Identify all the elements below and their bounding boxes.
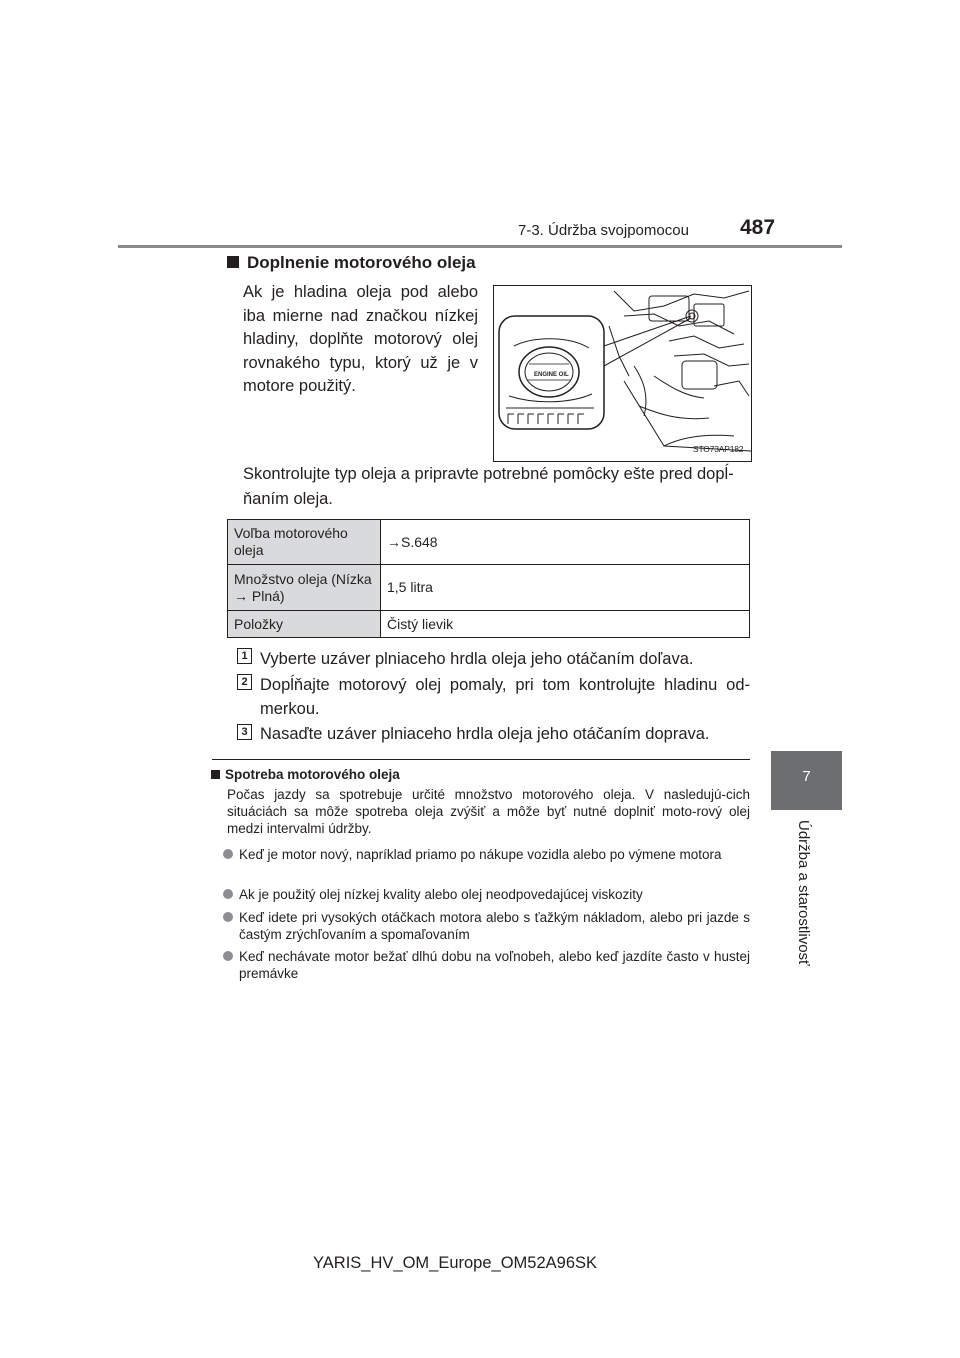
list-item-text: Keď nechávate motor bežať dlhú dobu na voľnobeh, alebo keď jazdíte často v hustej premávke — [239, 949, 750, 981]
consumption-paragraph: Počas jazdy sa spotrebuje určité množstvo motorového oleja. V nasledujú-cich situáciách sa môže spotreba oleja zvýšiť a môže byť nutné doplniť moto-rový olej medzi intervalmi údržby. — [227, 787, 750, 836]
square-bullet-icon — [211, 770, 220, 779]
bullet-dot-icon — [223, 951, 233, 961]
list-item-text: Ak je použitý olej nízkej kvality alebo olej neodpovedajúcej viskozity — [239, 887, 643, 902]
table-key: Množstvo oleja (Nízka → Plná) — [228, 565, 381, 611]
list-item-text: Keď je motor nový, napríklad priamo po nákupe vozidla alebo po výmene motora — [239, 847, 722, 862]
bullet-dot-icon — [223, 912, 233, 922]
table-row — [228, 611, 750, 638]
step-number-badge: 3 — [237, 724, 252, 740]
section-heading — [227, 253, 476, 273]
step-number-badge: 2 — [237, 674, 252, 690]
step-text: Vyberte uzáver plniaceho hrdla oleja jeho otáčaním doľava. — [260, 650, 694, 668]
engine-oil-cap-illustration — [493, 285, 752, 462]
section-heading-text: Doplnenie motorového oleja — [247, 253, 476, 272]
table-row — [228, 520, 750, 565]
list-item — [239, 909, 750, 943]
step-number-badge: 1 — [237, 648, 252, 664]
table-value: 1,5 litra — [381, 565, 750, 611]
intro-paragraph: Ak je hladina oleja pod alebo iba mierne nad značkou nízkej hladiny, doplňte motorový olej rovnakého typu, ktorý už je v motore použitý. — [243, 283, 478, 395]
bullet-dot-icon — [223, 849, 233, 859]
chapter-number: 7 — [802, 768, 811, 785]
list-item-text: Keď idete pri vysokých otáčkach motora alebo s ťažkým nákladom, alebo pri jazde s častým zrýchľovaním a spomaľovaním — [239, 910, 750, 942]
header-section-title: 7-3. Údržba svojpomocou — [518, 222, 689, 239]
table-key: Voľba motorového oleja — [228, 520, 381, 565]
table-value[interactable]: →S.648 — [381, 520, 750, 565]
engine-oil-cap-label: ENGINE OIL — [534, 372, 569, 378]
table-row — [228, 565, 750, 611]
step-text: Dopĺňajte motorový olej pomaly, pri tom kontrolujte hladinu od-merkou. — [260, 676, 750, 718]
page-number: 487 — [740, 216, 776, 239]
table-value: Čistý lievik — [381, 611, 750, 638]
list-item — [239, 948, 750, 982]
table-key: Položky — [228, 611, 381, 638]
oil-spec-table — [227, 519, 750, 638]
chapter-title: Údržba a starostlivosť — [795, 820, 812, 966]
list-item — [239, 846, 750, 863]
consumption-heading — [211, 767, 400, 782]
header-divider — [118, 245, 842, 248]
bullet-dot-icon — [223, 889, 233, 899]
illustration-code: STO73AP182 — [693, 444, 744, 454]
square-bullet-icon — [227, 256, 239, 268]
step-text: Nasaďte uzáver plniaceho hrdla oleja jeho otáčaním doprava. — [260, 725, 710, 743]
document-code: YARIS_HV_OM_Europe_OM52A96SK — [313, 1254, 598, 1272]
check-paragraph: Skontrolujte typ oleja a pripravte potrebné pomôcky ešte pred dopĺ-ňaním oleja. — [243, 465, 734, 508]
consumption-heading-text: Spotreba motorového oleja — [225, 767, 400, 782]
engine-bay-drawing — [494, 286, 751, 461]
section-divider — [212, 759, 750, 760]
list-item — [239, 886, 750, 903]
